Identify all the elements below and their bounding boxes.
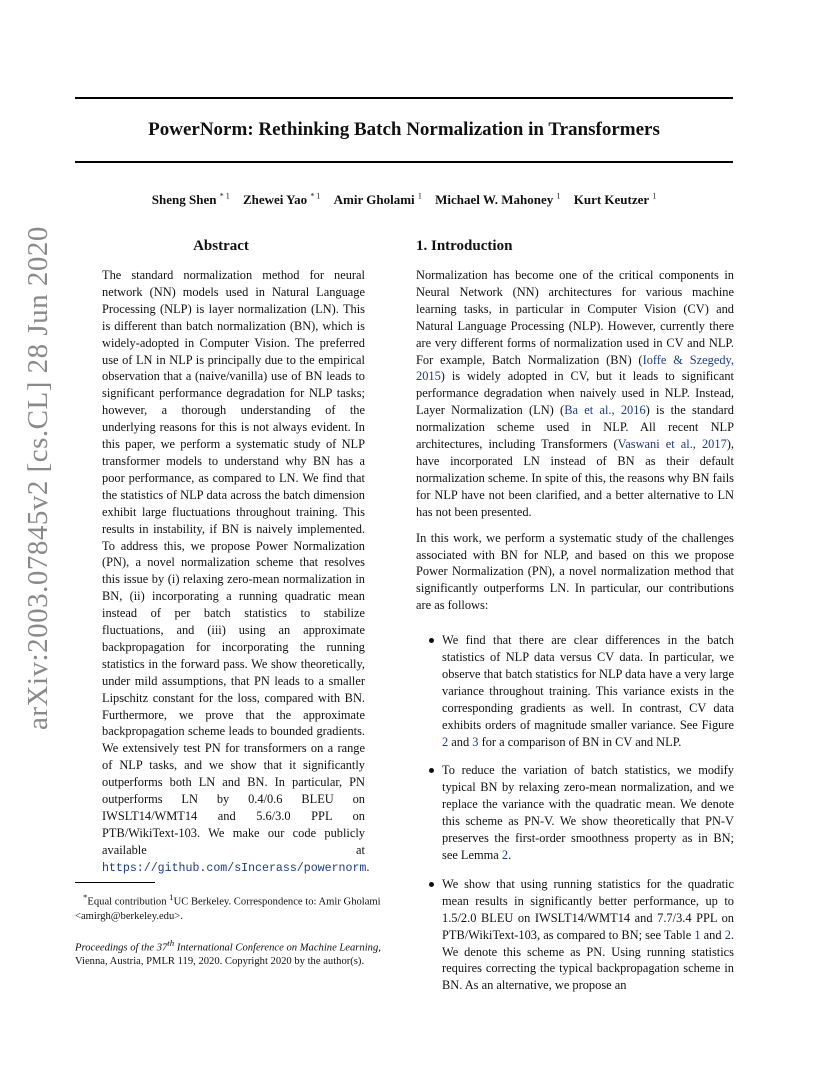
- table-ref[interactable]: 1: [694, 927, 701, 942]
- list-item: We show that using running statistics for the quadratic mean results in significantly better performance, up to 1.5/2.0 BLEU on IWSLT14/WMT14 and 7.7/3.4 PPL on PTB/WikiText-103, as compared to BN; see Table 1 and 2. We denote this scheme as PN. Using running statistics requires correcting the typical backpropagation scheme in BN. As an alternative, we propose an: [416, 876, 734, 994]
- footnotes: [75, 890, 393, 981]
- figure-ref[interactable]: 2: [442, 734, 449, 749]
- title-bottom-rule: [75, 161, 733, 163]
- affiliation-footnote: *Equal contribution $^1$UC Berkeley. Correspondence to: Amir Gholami <amirgh@berkeley.edu>.: [75, 892, 381, 922]
- paper-title: PowerNorm: Rethinking Batch Normalization in Transformers: [148, 119, 660, 140]
- citation-ba[interactable]: Ba et al., 2016: [564, 403, 646, 418]
- author-list: [75, 192, 733, 208]
- citation-vaswani[interactable]: Vaswani et al., 2017: [617, 437, 727, 452]
- left-column: [75, 236, 370, 878]
- arxiv-identifier: arXiv:2003.07845v2 [cs.CL] 28 Jun 2020: [22, 226, 54, 730]
- top-rule: [75, 97, 733, 99]
- intro-paragraph-2: In this work, we perform a systematic study of the challenges associated with BN for NLP, and based on this we propose Power Normalization (PN), a novel normalization method that significantly outperforms LN. In particular, our contributions are as follows:: [416, 530, 734, 613]
- figure-ref[interactable]: 3: [472, 734, 479, 749]
- footnote-divider: [75, 882, 155, 883]
- abstract-text: The standard normalization method for neural network (NN) models used in Natural Language Processing (NLP) is layer normalization (LN). This is different than batch normalization (BN), which is widely-adopted in Computer Vision. The preferred use of LN in NLP is principally due to the empirical observation that a (naive/vanilla) use of BN leads to significant performance degradation for NLP tasks; however, a thorough understanding of the underlying reasons for this is not always evident. In this paper, we perform a systematic study of NLP transformer models to understand why BN has a poor performance, as compared to LN. We find that the statistics of NLP data across the batch dimension exhibit large fluctuations throughout training. This results in instability, if BN is naively implemented. To address this, we propose Power Normalization (PN), a novel normalization scheme that resolves this issue by (i) relaxing zero-mean normalization in BN, (ii) incorporating a running quadratic mean instead of per batch statistics to stabilize fluctuations, and (iii) using an approximate backpropagation for incorporating the running statistics in the forward pass. We show theoretically, under mild assumptions, that PN leads to a smaller Lipschitz constant for the loss, compared with BN. Furthermore, we prove that the approximate backpropagation scheme leads to bounded gradients. We extensively test PN for transformers on a range of NLP tasks, and we show that it significantly outperforms both LN and BN. In particular, PN outperforms LN by 0.4/0.6 BLEU on IWSLT14/WMT14 and 5.6/3.0 PPL on PTB/WikiText-103. We make our code publicly available at https://github.com/sIncerass/powernorm.: [102, 268, 370, 875]
- author-3: Amir Gholami $^1$: [333, 192, 422, 208]
- author-5: Kurt Keutzer $^1$: [573, 192, 657, 208]
- list-item: To reduce the variation of batch statistics, we modify typical BN by relaxing zero-mean normalization, and we replace the variance with the quadratic mean. We denote this scheme as PN-V. We show theoretically that PN-V preserves the first-order smoothness property as in BN; see Lemma 2.: [416, 762, 734, 863]
- author-4: Michael W. Mahoney $^1$: [435, 192, 561, 208]
- table-ref[interactable]: 2: [724, 927, 731, 942]
- right-column: [416, 236, 734, 1006]
- author-1: Sheng Shen $^{* 1}$: [151, 192, 230, 208]
- citation-ioffe[interactable]: Ioffe & Szegedy, 2015: [416, 352, 735, 384]
- intro-paragraph-1: Normalization has become one of the critical components in Neural Network (NN) architectures for various machine learning tasks, in particular in Computer Vision (CV) and Natural Language Processing (NLP). However, currently there are very different forms of normalization used in CV and NLP. For example, Batch Normalization (BN) (Ioffe & Szegedy, 2015) is widely adopted in CV, but it leads to significant performance degradation when naively used in NLP. Instead, Layer Normalization (LN) (Ba et al., 2016) is the standard normalization scheme used in NLP. All recent NLP architectures, including Transformers (Vaswani et al., 2017), have incorporated LN instead of BN as their default normalization scheme. In spite of this, the reasons why BN fails for NLP have not been clarified, and a better alternative to LN has not been presented.: [416, 268, 735, 519]
- lemma-ref[interactable]: 2: [501, 848, 509, 862]
- author-2: Zhewei Yao $^{* 1}$: [242, 192, 321, 208]
- list-item: We find that there are clear differences in the batch statistics of NLP data versus CV data. In particular, we observe that batch statistics for NLP data have a very large variance throughout training. This variance exists in the corresponding gradients as well. In contrast, CV data exhibits orders of magnitude smaller variance. See Figure 2 and 3 for a comparison of BN in CV and NLP.: [416, 632, 734, 750]
- code-link[interactable]: https://github.com/sIncerass/powernorm: [102, 861, 367, 875]
- abstract-heading: Abstract: [193, 238, 249, 254]
- proceedings-footnote: Proceedings of the 37th International Conference on Machine Learning, Vienna, Austria, PMLR 119, 2020. Copyright 2020 by the author(s).: [75, 937, 381, 968]
- introduction-heading: 1. Introduction: [416, 238, 513, 254]
- contributions-list: [416, 632, 734, 994]
